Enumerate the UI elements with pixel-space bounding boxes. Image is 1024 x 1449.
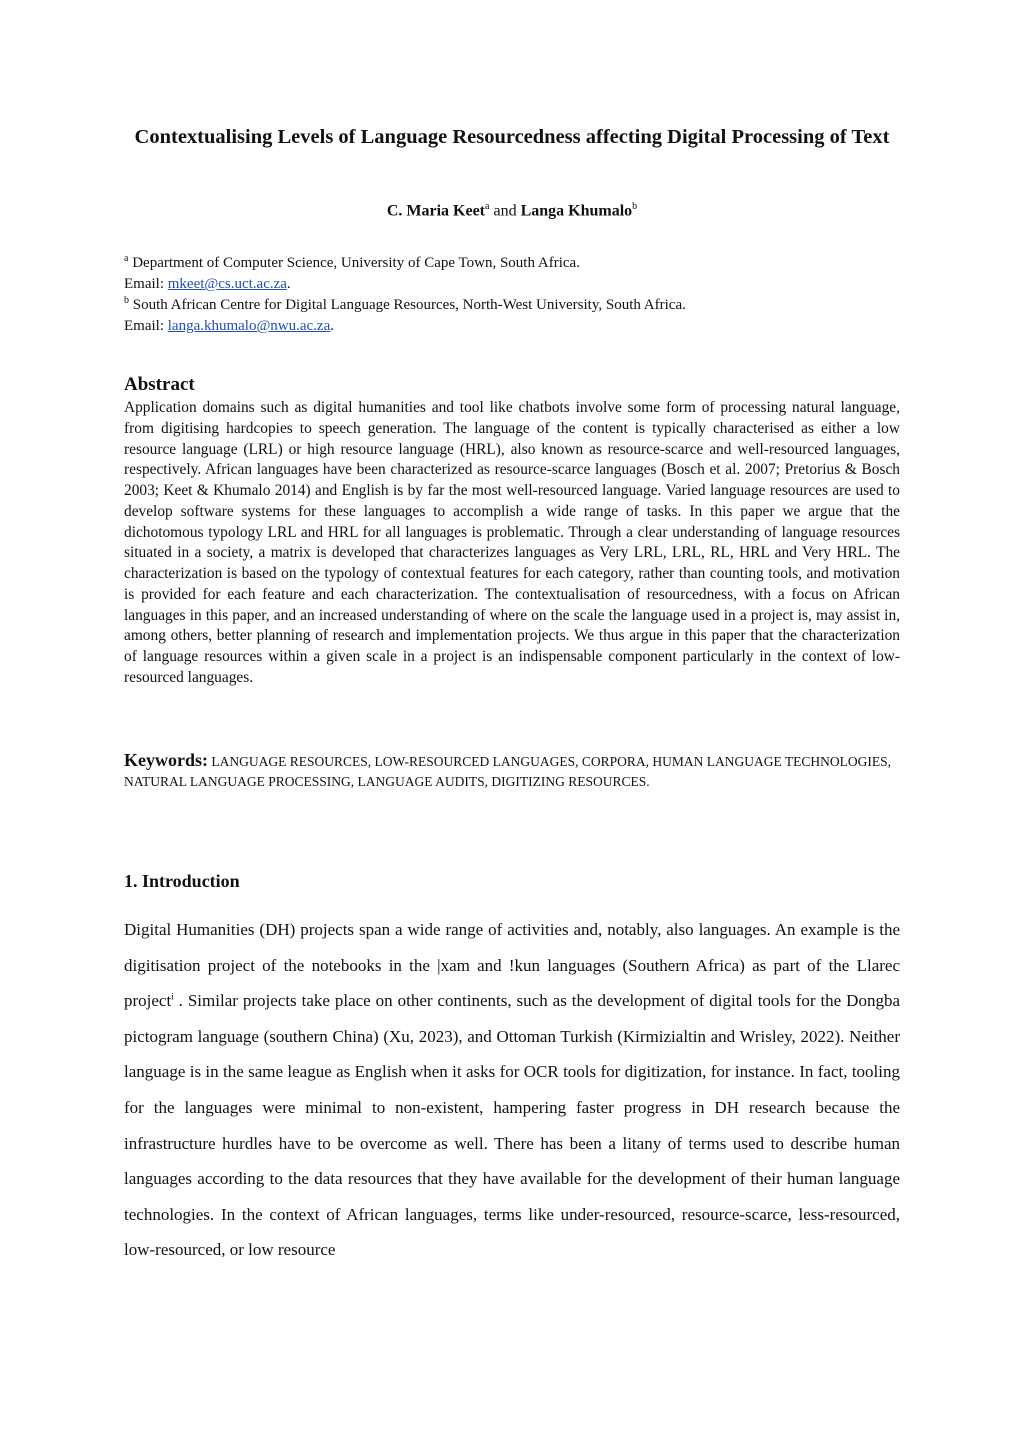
section-heading-introduction: 1. Introduction [124,871,240,891]
keywords-label: Keywords: [124,750,208,770]
author-name: C. Maria Keet [386,202,486,220]
abstract-text: Application domains such as digital humanities and tool like chatbots involve some form of processing natural language, from digitising hardcopies to speech generation. The language of the content is typically characterised as either a low resource language (LRL) or high resource language (HRL), also known as resource-scarce and well-resourced languages, respectively. African languages have been characterized as resource-scarce languages (Bosch et al. 2007; Pretorius & Bosch 2003; Keet & Khumalo 2014) and English is by far the most well-resourced language. Varied language resources are used to develop software systems for these languages to accomplish a wide range of tasks. In this paper we argue that the dichotomous typology LRL and HRL for all languages is problematic. Through a clear understanding of language resources situated in a society, a matrix is developed that characterizes languages as Very LRL, LRL, RL, HRL and Very HRL. The characterization is based on the typology of contextual features for each category, rather than counting tools, and motivation is provided for each feature and each characterization. The contextualisation of resourcedness, with a focus on African languages in this paper, and an increased understanding of where on the scale the language used in a project is, may assist in, among others, better planning of research and implementation projects. We thus argue in this paper that the characterization of language resources within a given scale in a project is an indispensable component particularly in the context of low-resourced languages. [124,399,900,686]
affiliation-marker: a [124,253,129,264]
introduction-text-part: Digital Humanities (DH) projects span a wide range of activities and, notably, also languages. An example is the digitisation project of the notebooks in the |xam and !kun languages (Southern Africa) as part of the Llarec project [124,920,900,1011]
introduction-text-part: . Similar projects take place on other continents, such as the development of digital tools for the Dongba pictogram language (southern China) (Xu, 2023), and Ottoman Turkish (Kirmizialtin and Wrisley, 2022). Neither language is in the same league as English when it asks for OCR tools for digitization, for instance. In fact, tooling for the languages were minimal to non-existent, hampering faster progress in DH research because the infrastructure hurdles have to be overcome as well. There has been a litany of terms used to describe human languages according to the data resources that they have available for the development of their human language technologies. In the context of African languages, terms like under-resourced, resource-scarce, less-resourced, low-resourced, or low resource [124,991,900,1260]
email-label: Email: [124,276,164,292]
email-period: . [286,276,291,292]
email-link[interactable]: langa.khumalo@nwu.ac.za [167,318,331,334]
author-affiliation-marker: b [632,201,638,212]
author-line [0,201,1024,220]
abstract-heading: Abstract [124,374,195,395]
email-period: . [330,318,335,334]
affiliation-marker: b [124,295,129,306]
paper-title: Contextualising Levels of Language Resourcedness affecting Digital Processing of Text [134,126,890,148]
keywords-text: LANGUAGE RESOURCES, LOW-RESOURCED LANGUAGES, CORPORA, HUMAN LANGUAGE TECHNOLOGIES, NATURAL LANGUAGE PROCESSING, LANGUAGE AUDITS, DIGITIZING RESOURCES. [124,754,892,789]
author-name: Langa Khumalo [520,202,633,220]
email-link[interactable]: mkeet@cs.uct.ac.za [167,276,287,292]
email-label: Email: [124,318,164,334]
author-affiliation-marker: a [485,201,490,212]
footnote-marker[interactable]: i [171,991,174,1002]
author-conjunction: and [493,202,517,220]
affiliation-text: South African Centre for Digital Language Resources, North-West University, South Africa. [132,297,686,313]
keywords [124,750,904,792]
introduction-text [124,912,900,1268]
affiliation-text: Department of Computer Science, University of Cape Town, South Africa. [132,255,580,271]
affiliation-b [124,290,904,337]
affiliation-a [124,248,904,295]
